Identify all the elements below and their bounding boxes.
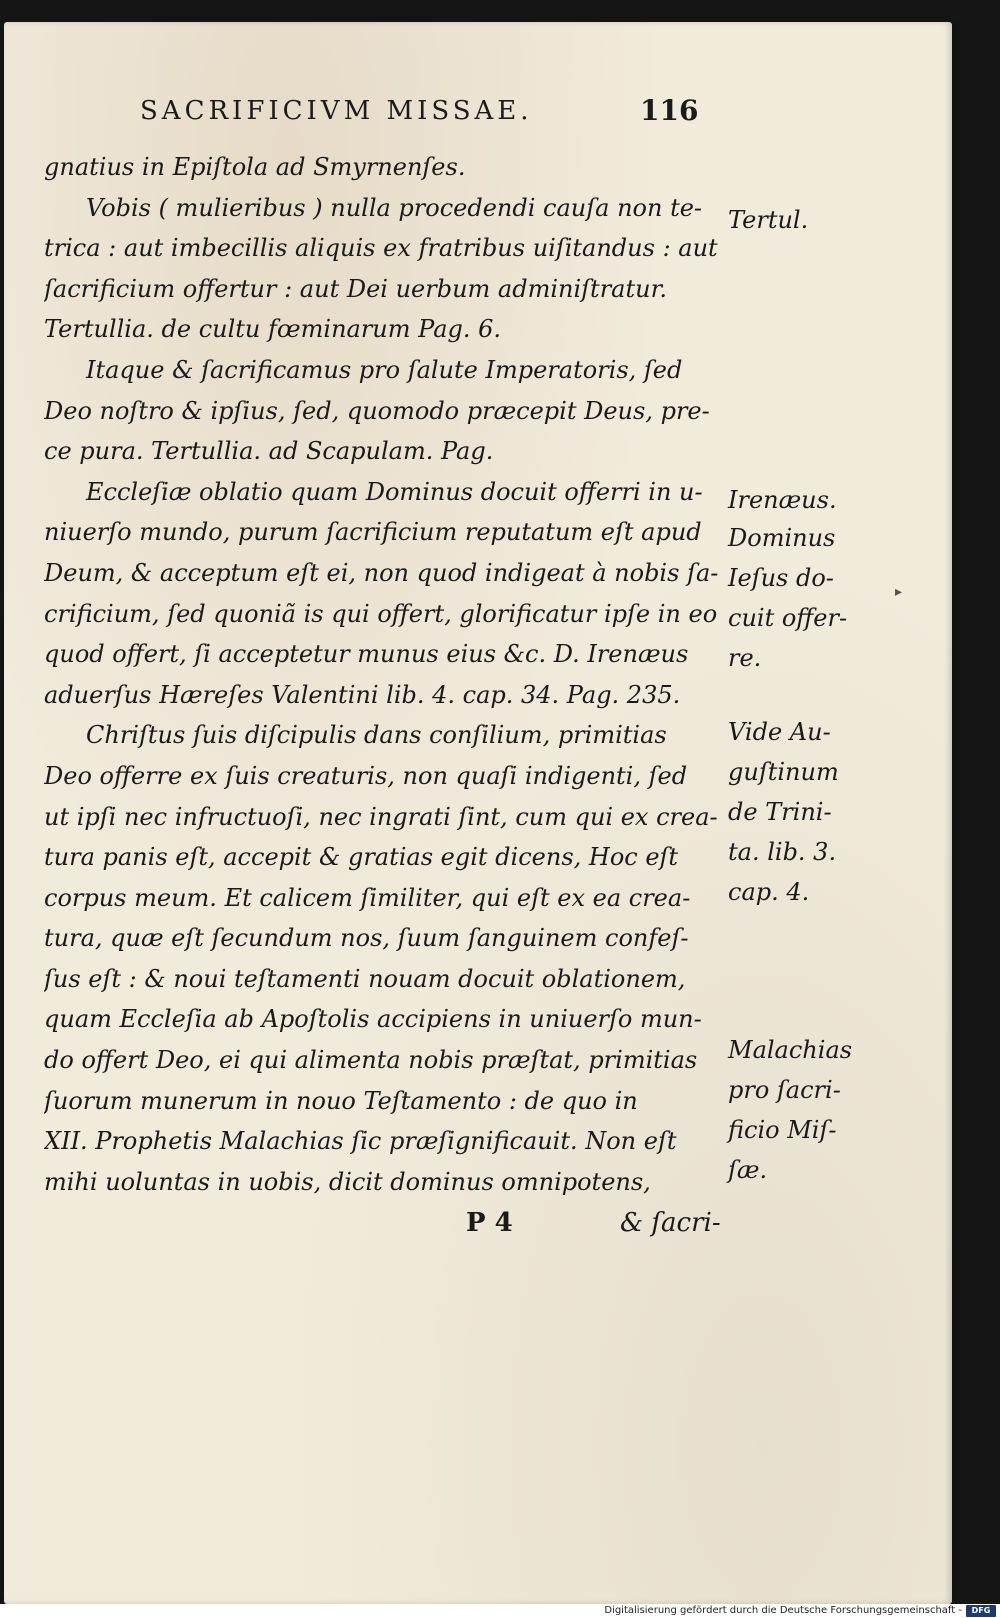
text-line: Chriſtus ſuis diſcipulis dans conſilium, primitias — [86, 721, 667, 750]
marginal-note: ſæ. — [728, 1156, 768, 1184]
marginal-notes — [728, 200, 868, 1220]
text-line: Eccleſiæ oblatio quam Dominus docuit offerri in u- — [86, 477, 703, 506]
text-line: trica : aut imbecillis aliquis ex fratribus uiſitandus : aut — [44, 234, 718, 263]
stray-mark: ▸ — [895, 584, 903, 600]
page-edge-shadow — [952, 22, 960, 1604]
text-line: ſuorum munerum in nouo Teſtamento : de quo in — [44, 1086, 638, 1115]
digitization-credit-bar — [0, 1604, 1000, 1618]
marginal-note: ta. lib. 3. — [728, 838, 837, 866]
text-line: ſacrificium offertur : aut Dei uerbum adminiſtratur. — [44, 274, 668, 303]
body-text — [44, 147, 720, 1202]
marginal-note: Ieſus do- — [728, 564, 834, 592]
text-line: crificium, ſed quoniã is qui offert, glorificatur ipſe in eo — [44, 599, 718, 628]
marginal-note: cap. 4. — [728, 878, 810, 906]
text-line: Deo noſtro & ipſius, ſed, quomodo præcepit Deus, pre- — [44, 396, 710, 425]
marginal-note: guſtinum — [728, 758, 839, 786]
text-line: do offert Deo, ei qui alimenta nobis præſtat, primitias — [44, 1046, 698, 1075]
running-head — [140, 96, 720, 136]
marginal-note: Dominus — [728, 524, 836, 552]
text-line: ut ipſi nec infructuoſi, nec ingrati ſint, cum qui ex crea- — [44, 802, 718, 831]
text-line: niuerſo mundo, purum ſacrificium reputatum eſt apud — [44, 518, 702, 547]
text-line: Deo offerre ex ſuis creaturis, non quaſi indigenti, ſed — [44, 761, 688, 790]
text-line: aduerſus Hæreſes Valentini lib. 4. cap. 34. Pag. 235. — [44, 680, 681, 709]
text-line: tura, quæ eſt ſecundum nos, ſuum ſanguinem confeſ- — [44, 924, 689, 953]
text-line: Deum, & acceptum eſt ei, non quod indigeat à nobis ſa- — [44, 558, 719, 587]
running-title: SACRIFICIVM MISSAE. — [140, 96, 533, 126]
text-line: quam Eccleſia ab Apoſtolis accipiens in uniuerſo mun- — [44, 1005, 702, 1034]
signature-mark: P 4 — [466, 1208, 513, 1238]
marginal-note: cuit offer- — [728, 604, 848, 632]
catchword: & ſacri- — [620, 1208, 721, 1238]
marginal-note: re. — [728, 644, 762, 672]
marginal-note: Irenæus. — [728, 486, 837, 514]
text-line: tura panis eſt, accepit & gratias egit dicens, Hoc eſt — [44, 843, 679, 872]
marginal-note: Tertul. — [728, 206, 809, 234]
marginal-note: pro ſacri- — [728, 1076, 841, 1104]
text-line: gnatius in Epiſtola ad Smyrnenſes. — [44, 153, 466, 181]
text-line: ce pura. Tertullia. ad Scapulam. Pag. — [44, 437, 494, 466]
marginal-note: de Trini- — [728, 798, 832, 826]
text-line: Tertullia. de cultu fœminarum Pag. 6. — [44, 315, 502, 344]
folio-number: 116 — [640, 94, 699, 127]
text-line: Vobis ( mulieribus ) nulla procedendi cauſa non te- — [86, 193, 703, 222]
dfg-logo-icon: DFG — [966, 1605, 996, 1617]
text-line: corpus meum. Et calicem ſimiliter, qui eſt ex ea crea- — [44, 883, 691, 912]
text-line: XII. Prophetis Malachias ſic præſignificauit. Non eſt — [44, 1127, 677, 1156]
marginal-note: ficio Miſ- — [728, 1116, 837, 1144]
text-line: Itaque & ſacrificamus pro ſalute Imperatoris, ſed — [86, 355, 683, 384]
text-line: mihi uoluntas in uobis, dicit dominus omnipotens, — [44, 1167, 651, 1196]
marginal-note: Malachias — [728, 1036, 853, 1064]
marginal-note: Vide Au- — [728, 718, 831, 746]
text-line: ſus eſt : & noui teſtamenti nouam docuit oblationem, — [44, 964, 686, 993]
text-line: quod offert, ſi acceptetur munus eius &c. D. Irenæus — [44, 640, 689, 669]
digitization-credit: Digitalisierung gefördert durch die Deutsche Forschungsgemeinschaft - — [604, 1605, 962, 1616]
